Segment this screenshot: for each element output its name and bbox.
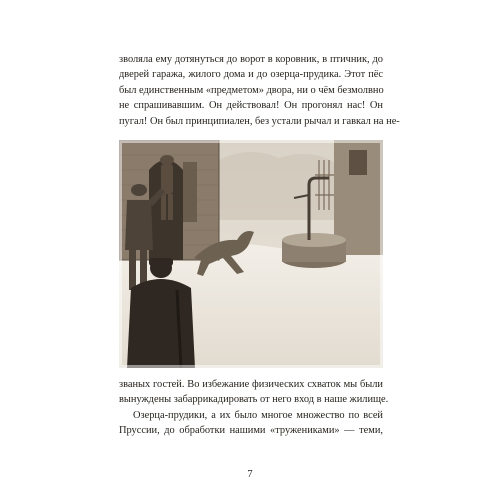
text-line: зволяла ему дотянуться до ворот в коровник, в птичник, до (119, 54, 383, 65)
text-line: Пруссии, до обработки нашими «тружениками» — теми, (119, 425, 383, 437)
text-line: был единственным «предметом» двора, ни о чём безмолвно (119, 84, 384, 96)
illustration-drawing (119, 140, 383, 368)
text-line: пугал! Он был принципиален, без устали рычал и гавкал на не- (119, 115, 400, 127)
text-bottom (119, 377, 389, 439)
text-line: не спрашивавшим. Он действовал! Он прогонял нас! Он (119, 100, 383, 112)
text-top (119, 52, 400, 129)
text-line: вынуждены забаррикадировать от него вход в наше жилище. (119, 394, 389, 406)
text-line: Озерца-прудики, а их было многое множество по всей (133, 409, 383, 421)
text-line: дверей гаража, жилого дома и до озерца-прудика. Этот пёс (119, 69, 383, 81)
page-number: 7 (247, 469, 253, 480)
illustration (119, 140, 383, 368)
text-line: званых гостей. Во избежание физических схваток мы были (119, 379, 383, 390)
